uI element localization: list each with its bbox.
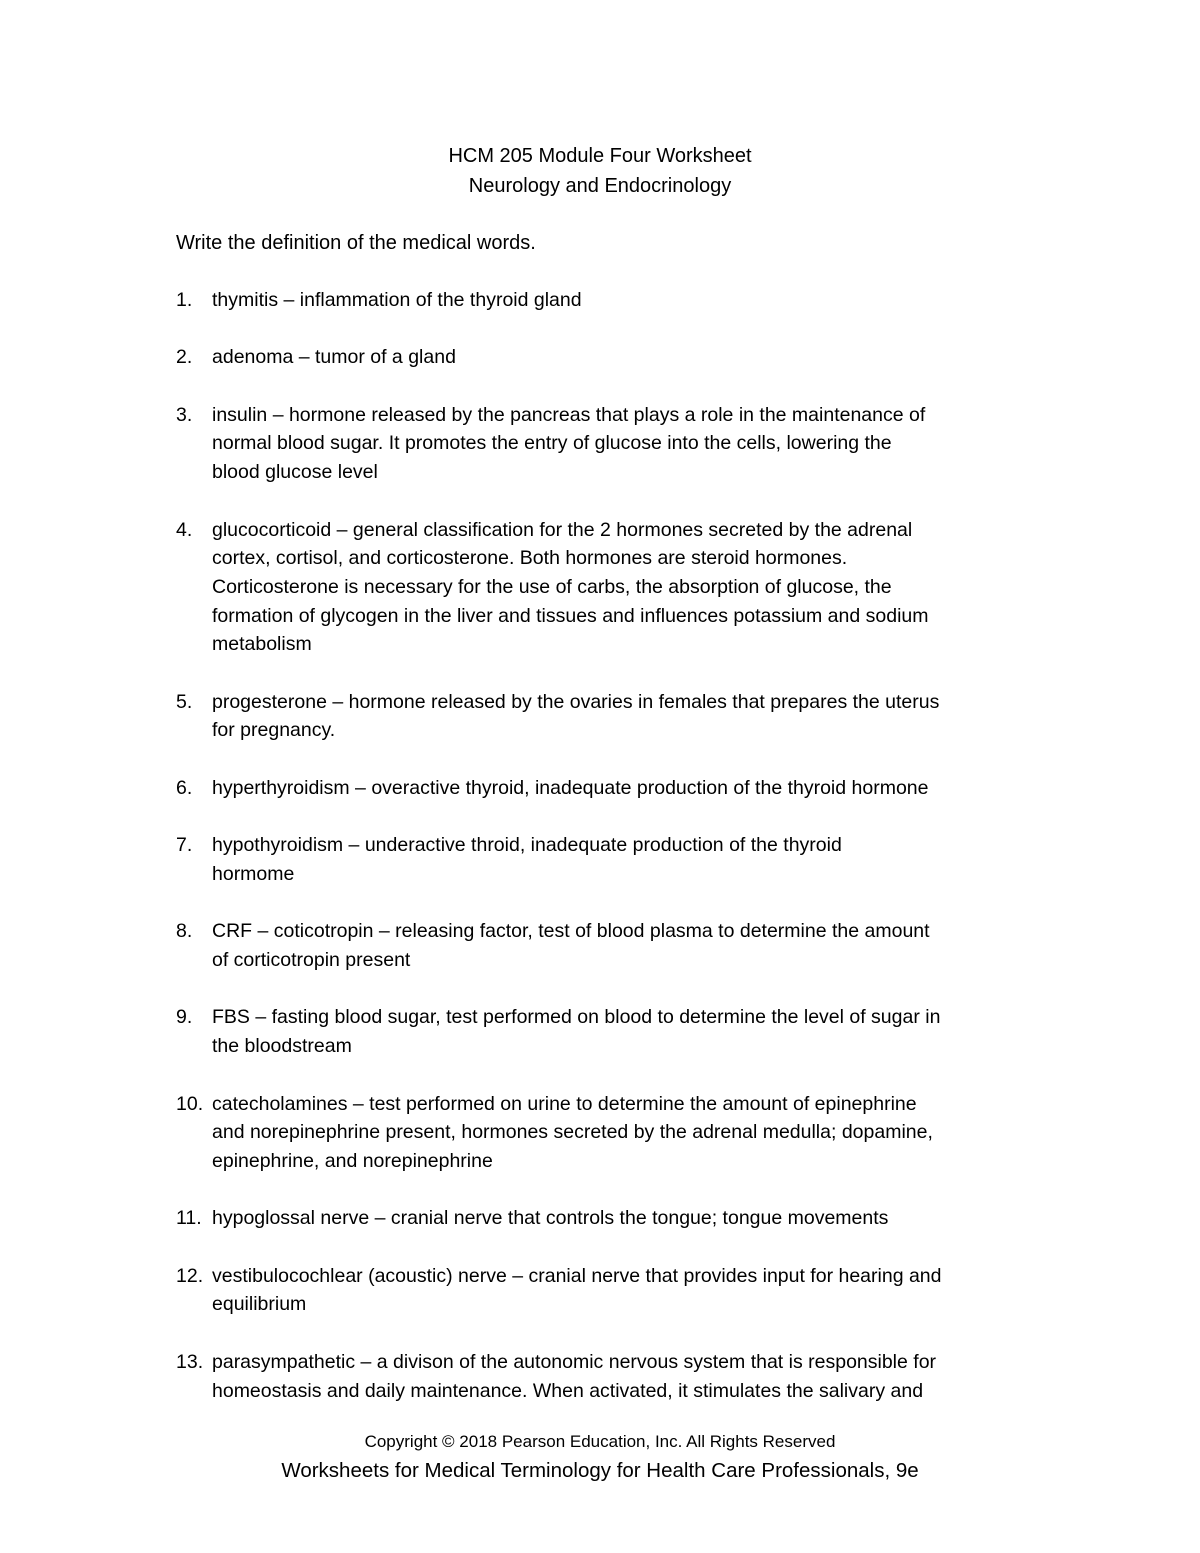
- title-block: [0, 141, 1200, 201]
- item-definition: [212, 774, 1036, 803]
- definition-line: epinephrine, and norepinephrine: [212, 1149, 493, 1172]
- item-definition: [212, 343, 1036, 372]
- item-definition: [212, 401, 1036, 487]
- definition-line: formation of glycogen in the liver and tissues and influences potassium and sodium: [212, 604, 929, 627]
- page-title: HCM 205 Module Four Worksheet: [448, 145, 752, 167]
- item-number: 7.: [176, 834, 193, 857]
- item-definition: [212, 1262, 1036, 1319]
- list-item: [176, 831, 1036, 888]
- definition-line: equilibrium: [212, 1293, 307, 1316]
- item-number: 5.: [176, 690, 193, 713]
- definition-line: hypoglossal nerve – cranial nerve that controls the tongue; tongue movements: [212, 1207, 889, 1230]
- list-item: [176, 1262, 1036, 1319]
- item-number: 6.: [176, 776, 193, 799]
- item-number: 9.: [176, 1006, 193, 1029]
- page-subtitle: Neurology and Endocrinology: [468, 175, 732, 197]
- definition-line: homeostasis and daily maintenance. When activated, it stimulates the salivary and: [212, 1379, 924, 1402]
- item-number: 2.: [176, 346, 193, 369]
- definition-line: adenoma – tumor of a gland: [212, 346, 456, 369]
- item-definition: [212, 286, 1036, 315]
- item-number: 3.: [176, 403, 193, 426]
- definition-line: hyperthyroidism – overactive thyroid, inadequate production of the thyroid hormone: [212, 776, 929, 799]
- item-definition: [212, 688, 1036, 745]
- definition-line: insulin – hormone released by the pancreas that plays a role in the maintenance of: [212, 403, 926, 426]
- item-definition: [212, 917, 1036, 974]
- definition-line: normal blood sugar. It promotes the entry of glucose into the cells, lowering the: [212, 432, 892, 455]
- item-number: 1.: [176, 289, 193, 311]
- list-item: [176, 401, 1036, 487]
- definition-line: cortex, cortisol, and corticosterone. Both hormones are steroid hormones.: [212, 547, 848, 570]
- definition-line: CRF – coticotropin – releasing factor, test of blood plasma to determine the amount: [212, 920, 930, 943]
- item-definition: [212, 1204, 1036, 1233]
- definition-line: hormome: [212, 862, 295, 885]
- item-number: 4.: [176, 518, 193, 541]
- item-number: 11.: [176, 1207, 202, 1230]
- item-number: 10.: [176, 1092, 204, 1115]
- item-definition: [212, 1090, 1036, 1176]
- item-definition: [212, 1003, 1036, 1060]
- definition-line: vestibulocochlear (acoustic) nerve – cranial nerve that provides input for hearing and: [212, 1264, 942, 1287]
- item-definition: [212, 516, 1036, 660]
- definition-line: metabolism: [212, 633, 312, 656]
- list-item: [176, 1348, 1036, 1405]
- definition-line: Corticosterone is necessary for the use of carbs, the absorption of glucose, the: [212, 575, 892, 598]
- definition-line: of corticotropin present: [212, 949, 411, 972]
- item-definition: [212, 831, 1036, 888]
- definitions-list: [176, 286, 1036, 1434]
- definition-line: progesterone – hormone released by the ovaries in females that prepares the uterus: [212, 690, 940, 713]
- list-item: [176, 917, 1036, 974]
- footer-book-title: Worksheets for Medical Terminology for Health Care Professionals, 9e: [281, 1459, 919, 1482]
- definition-line: thymitis – inflammation of the thyroid gland: [212, 289, 582, 311]
- item-number: 13.: [176, 1350, 204, 1373]
- item-number: 8.: [176, 920, 193, 943]
- list-item: [176, 688, 1036, 745]
- definition-line: parasympathetic – a divison of the autonomic nervous system that is responsible for: [212, 1350, 937, 1373]
- definition-line: FBS – fasting blood sugar, test performed on blood to determine the level of sugar in: [212, 1006, 941, 1029]
- definition-line: catecholamines – test performed on urine to determine the amount of epinephrine: [212, 1092, 917, 1115]
- footer-copyright: Copyright © 2018 Pearson Education, Inc. All Rights Reserved: [364, 1432, 836, 1451]
- definition-line: the bloodstream: [212, 1035, 352, 1058]
- definition-line: hypothyroidism – underactive throid, inadequate production of the thyroid: [212, 834, 842, 857]
- list-item: [176, 1204, 1036, 1233]
- list-item: [176, 343, 1036, 372]
- definition-line: glucocorticoid – general classification for the 2 hormones secreted by the adrenal: [212, 518, 913, 541]
- definition-line: and norepinephrine present, hormones secreted by the adrenal medulla; dopamine,: [212, 1121, 933, 1144]
- definition-line: blood glucose level: [212, 461, 378, 484]
- list-item: [176, 516, 1036, 660]
- item-number: 12.: [176, 1264, 204, 1287]
- list-item: [176, 1090, 1036, 1176]
- list-item: [176, 774, 1036, 803]
- list-item: [176, 1003, 1036, 1060]
- list-item: [176, 286, 1036, 315]
- instructions: Write the definition of the medical words.: [176, 232, 536, 254]
- item-definition: [212, 1348, 1036, 1405]
- definition-line: for pregnancy.: [212, 719, 336, 742]
